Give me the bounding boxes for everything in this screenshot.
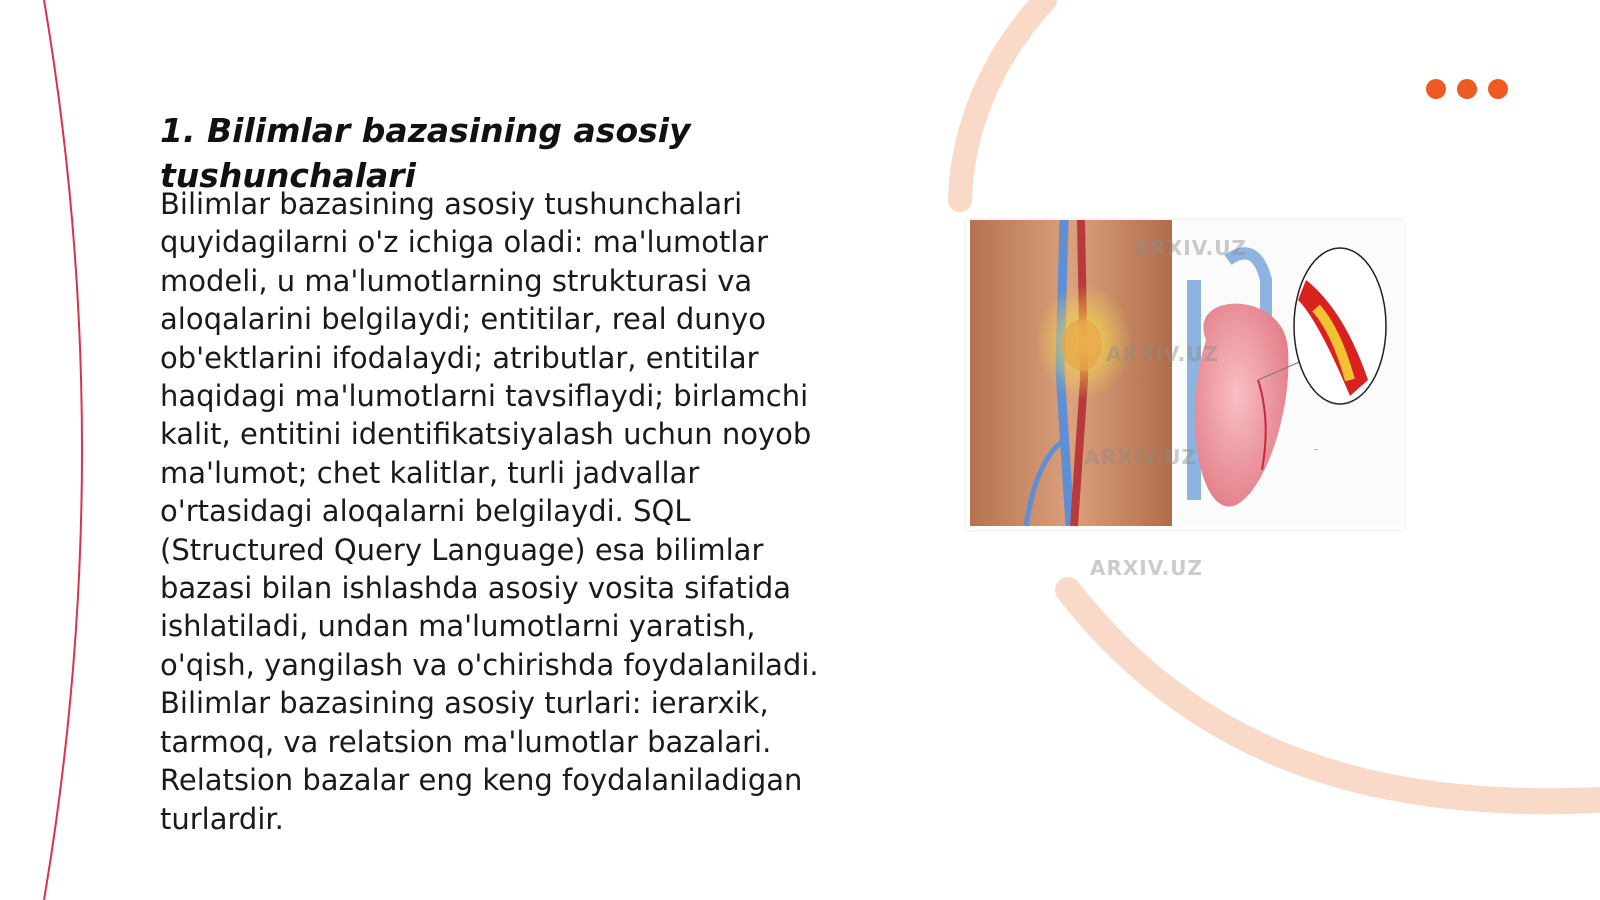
watermark: ARXIV.UZ xyxy=(1090,556,1203,580)
watermark: ARXIV.UZ xyxy=(1134,236,1247,260)
heart-artery-illustration xyxy=(966,220,1404,530)
anatomy-picture xyxy=(966,220,1404,530)
dots-decoration xyxy=(1426,79,1508,99)
watermark: ARXIV.UZ xyxy=(1084,445,1197,469)
bottom-arc xyxy=(1068,590,1600,801)
slide-title: 1. Bilimlar bazasining asosiy tushunchalari xyxy=(160,111,691,195)
left-curve-line xyxy=(44,0,82,900)
dot xyxy=(1457,79,1477,99)
watermark: ARXIV.UZ xyxy=(1106,342,1219,366)
dot xyxy=(1488,79,1508,99)
top-arc xyxy=(960,0,1045,200)
slide-body-text: Bilimlar bazasining asosiy tushunchalari quyidagilarni o'z ichiga oladi: ma'lumotlar modeli, u ma'lumotlarning strukturasi va aloqalarini belgilaydi; entitilar, real dunyo ob'ektlarini ifodalaydi; atributlar, entitilar haqidagi ma'lumotlarni tavsiflaydi; birlamchi kalit, entitini identifikatsiyalash uchun noyob ma'lumot; chet kalitlar, turli jadvallar o'rtasidagi aloqalarni belgilaydi. SQL (Structured Query Language) esa bilimlar bazasi bilan ishlashda asosiy vosita sifatida ishlatiladi, undan ma'lumotlarni yaratish, o'qish, yangilash va o'chirishda foydalaniladi. Bilimlar bazasining asosiy turlari: ierarxik, tarmoq, va relatsion ma'lumotlar bazalari. Relatsion bazalar eng keng foydalaniladigan turlardir. xyxy=(160,187,819,836)
dot xyxy=(1426,79,1446,99)
caption-tiny: ~ xyxy=(1314,447,1319,454)
